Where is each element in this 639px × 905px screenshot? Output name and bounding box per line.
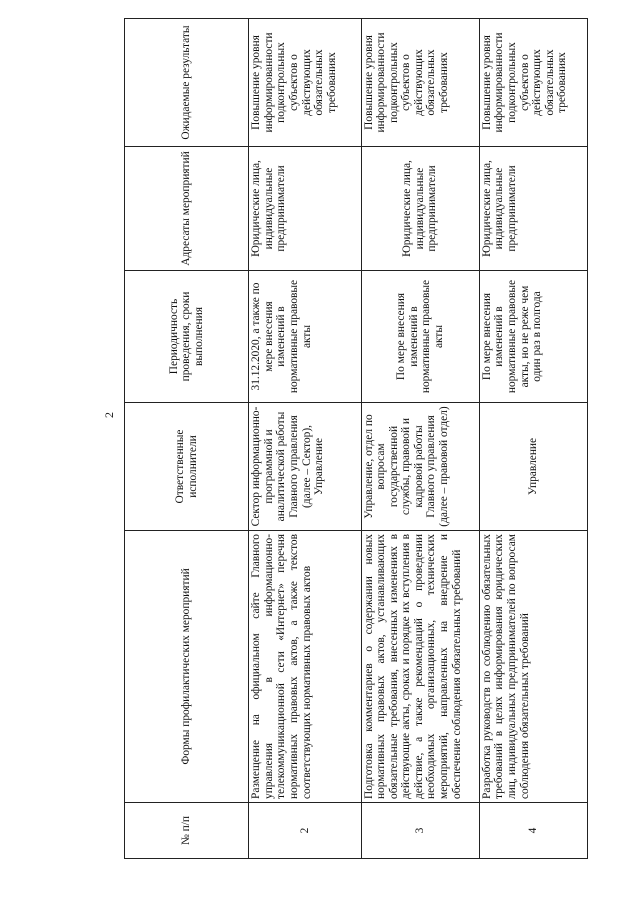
row-addressees: Юридические лица, индивидуальные предприниматели <box>249 147 361 271</box>
table-row <box>361 19 479 859</box>
row-results: Повышение уровня информированности подконтрольных субъектов о действующих обязательных требованиях <box>479 19 587 147</box>
table-row <box>249 19 361 859</box>
header-form: Формы профилактических мероприятий <box>125 531 249 803</box>
row-executors: Сектор информационно-программной и аналитической работы Главного управления (далее – Сектор), Управление <box>249 403 361 531</box>
row-num: 2 <box>249 803 361 859</box>
row-period: 31.12.2020, а также по мере внесения изменений в нормативные правовые акты <box>249 271 361 403</box>
row-executors: Управление, отдел по вопросам государственной службы, правовой и кадровой работы Главного управления (далее – правовой отдел) <box>361 403 479 531</box>
row-addressees: Юридические лица, индивидуальные предприниматели <box>479 147 587 271</box>
rotated-table-wrapper <box>124 19 588 859</box>
row-addressees: Юридические лица, индивидуальные предприниматели <box>361 147 479 271</box>
header-results: Ожидаемые результаты <box>125 19 249 147</box>
header-num: № п/п <box>125 803 249 859</box>
row-period: По мере внесения изменений в нормативные правовые акты, но не реже чем один раз в полгода <box>479 271 587 403</box>
row-num: 4 <box>479 803 587 859</box>
table-row <box>479 19 587 859</box>
row-form: Размещение на официальном сайте Главного управления в информационно-телекоммуникационной сети «Интернет» перечня нормативных правовых актов, а также текстов соответствующих нормативных правовых актов <box>249 531 361 803</box>
table-header-row <box>125 19 249 859</box>
header-executors: Ответственные исполнители <box>125 403 249 531</box>
row-executors: Управление <box>479 403 587 531</box>
row-form: Разработка руководств по соблюдению обязательных требований в целях информирования юридических лиц, индивидуальных предпринимателей по вопросам соблюдения обязательных требований <box>479 531 587 803</box>
measures-table <box>124 18 588 859</box>
row-results: Повышение уровня информированности подконтрольных субъектов о действующих обязательных требованиях <box>361 19 479 147</box>
row-num: 3 <box>361 803 479 859</box>
header-period: Периодичность проведения, сроки выполнения <box>125 271 249 403</box>
row-form: Подготовка комментариев о содержании новых нормативных правовых актов, устанавливающих обязательные требования, внесенных изменениях в действующие акты, сроках и порядке их вступления в действие, а также рекомендаций о проведении необходимых организационных, технических мероприятий, направленных на внедрение и обеспечение соблюдения обязательных требований <box>361 531 479 803</box>
header-addressees: Адресаты мероприятий <box>125 147 249 271</box>
page-number: 2 <box>102 412 116 418</box>
row-period: По мере внесения изменений в нормативные правовые акты <box>361 271 479 403</box>
row-results: Повышение уровня информированности подконтрольных субъектов о действующих обязательных требованиях <box>249 19 361 147</box>
